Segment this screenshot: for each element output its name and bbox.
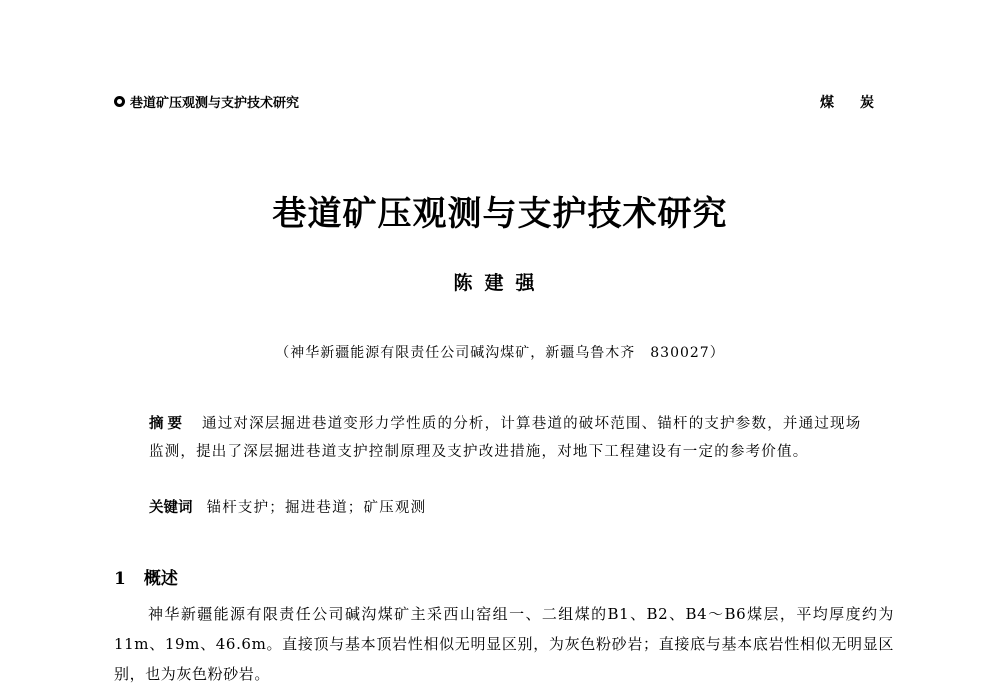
section-number: 1 [114,569,126,589]
abstract-text: 通过对深层掘进巷道变形力学性质的分析，计算巷道的破坏范围、锚杆的支护参数，并通过现场监测，提出了深层掘进巷道支护控制原理及支护改进措施，对地下工程建设有一定的参考价值。 [149,416,862,460]
body-paragraph: 神华新疆能源有限责任公司碱沟煤矿主采西山窑组一、二组煤的B1、B2、B4～B6煤层，平均厚度约为11m、19m、46.6m。直接顶与基本顶岩性相似无明显区别，为灰色粉砂岩；直接底与基本底岩性相似无明显区别，也为灰色粉砂岩。 [114,605,894,683]
running-title: 巷道矿压观测与支护技术研究 [130,96,300,111]
section-heading [114,564,178,589]
keywords [149,494,426,522]
section-title: 概述 [143,569,178,589]
journal-name: 煤炭 [820,95,900,111]
article-author: 陈建强 [453,272,547,294]
running-header [114,92,299,111]
keywords-label: 关键词 [149,500,193,516]
abstract-label: 摘要 [149,416,186,432]
author-affiliation: （神华新疆能源有限责任公司碱沟煤矿，新疆乌鲁木齐 830027） [275,345,725,361]
article-title: 巷道矿压观测与支护技术研究 [272,194,728,234]
keywords-text: 锚杆支护；掘进巷道；矿压观测 [206,500,427,516]
circle-bullet-icon [114,96,125,107]
abstract [149,410,871,466]
